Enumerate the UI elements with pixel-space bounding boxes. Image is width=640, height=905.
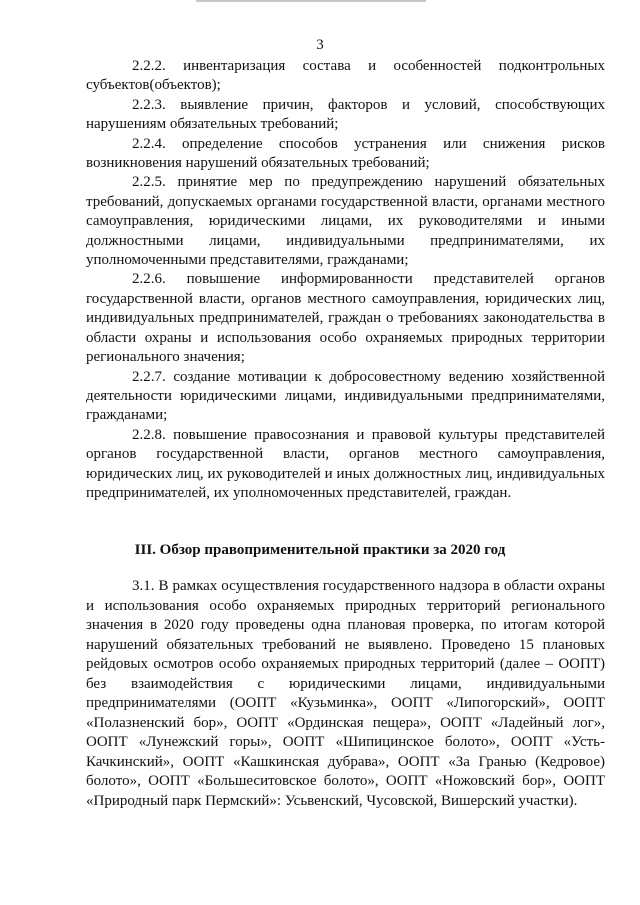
section-heading: III. Обзор правоприменительной практики за 2020 год — [134, 542, 506, 558]
list-item-2-2-5: 2.2.5. принятие мер по предупреждению нарушений обязательных требований, допускаемых органами государственной власти, органами местного самоуправления, юридическими лицами, их руководителями и иными должностными лицами, индивидуальными предпринимателями, их уполномоченными представителями, гражданами; — [86, 174, 605, 269]
scan-edge-line — [196, 0, 426, 2]
objectives-list — [86, 57, 605, 503]
paragraph-3-1: 3.1. В рамках осуществления государственного надзора в области охраны и использования особо охраняемых природных территорий регионального значения в 2020 году проведены одна плановая проверка, по итогам которой нарушений обязательных требований не выявлено. Проведено 15 плановых рейдовых осмотров особо охраняемых природных территорий (далее – ООПТ) без взаимодействия с юридическими лицами, индивидуальными предпринимателями (ООПТ «Кузьминка», ООПТ «Липогорский», ООПТ «Полазненский бор», ООПТ «Ординская пещера», ООПТ «Ладейный лог», ООПТ «Лунежский горы», ООПТ «Шипицинское болото», ООПТ «Усть-Качкинский», ООПТ «Кашкинская дубрава», ООПТ «За Гранью (Кедровое) болото», ООПТ «Большеситовское болото», ООПТ «Ножовский бор», ООПТ «Природный парк Пермский»: Усьвенский, Чусовской, Вишерский участки). — [86, 578, 605, 809]
list-item-2-2-7: 2.2.7. создание мотивации к добросовестному ведению хозяйственной деятельности юридическими лицами, индивидуальными предпринимателями, гражданами; — [86, 368, 605, 424]
list-item-2-2-2: 2.2.2. инвентаризация состава и особенностей подконтрольных субъектов(объектов); — [86, 58, 605, 94]
list-item-2-2-3: 2.2.3. выявление причин, факторов и условий, способствующих нарушениям обязательных требований; — [86, 96, 605, 133]
page-number: 3 — [316, 37, 324, 53]
list-item-2-2-6: 2.2.6. повышение информированности представителей органов государственной власти, органов местного самоуправления, юридических лиц, индивидуальных предпринимателей, граждан о требованиях законодательства в области охраны и использования особо охраняемых природных территории регионального значения; — [86, 271, 605, 366]
practice-review — [86, 577, 605, 811]
list-item-2-2-4: 2.2.4. определение способов устранения или снижения рисков возникновения нарушений обязательных требований; — [86, 135, 605, 172]
list-item-2-2-8: 2.2.8. повышение правосознания и правовой культуры представителей органов государственной власти, органов местного самоуправления, юридических лиц, их руководителей и иных должностных лиц, индивидуальных предпринимателей, их уполномоченных представителей, граждан. — [86, 426, 605, 501]
